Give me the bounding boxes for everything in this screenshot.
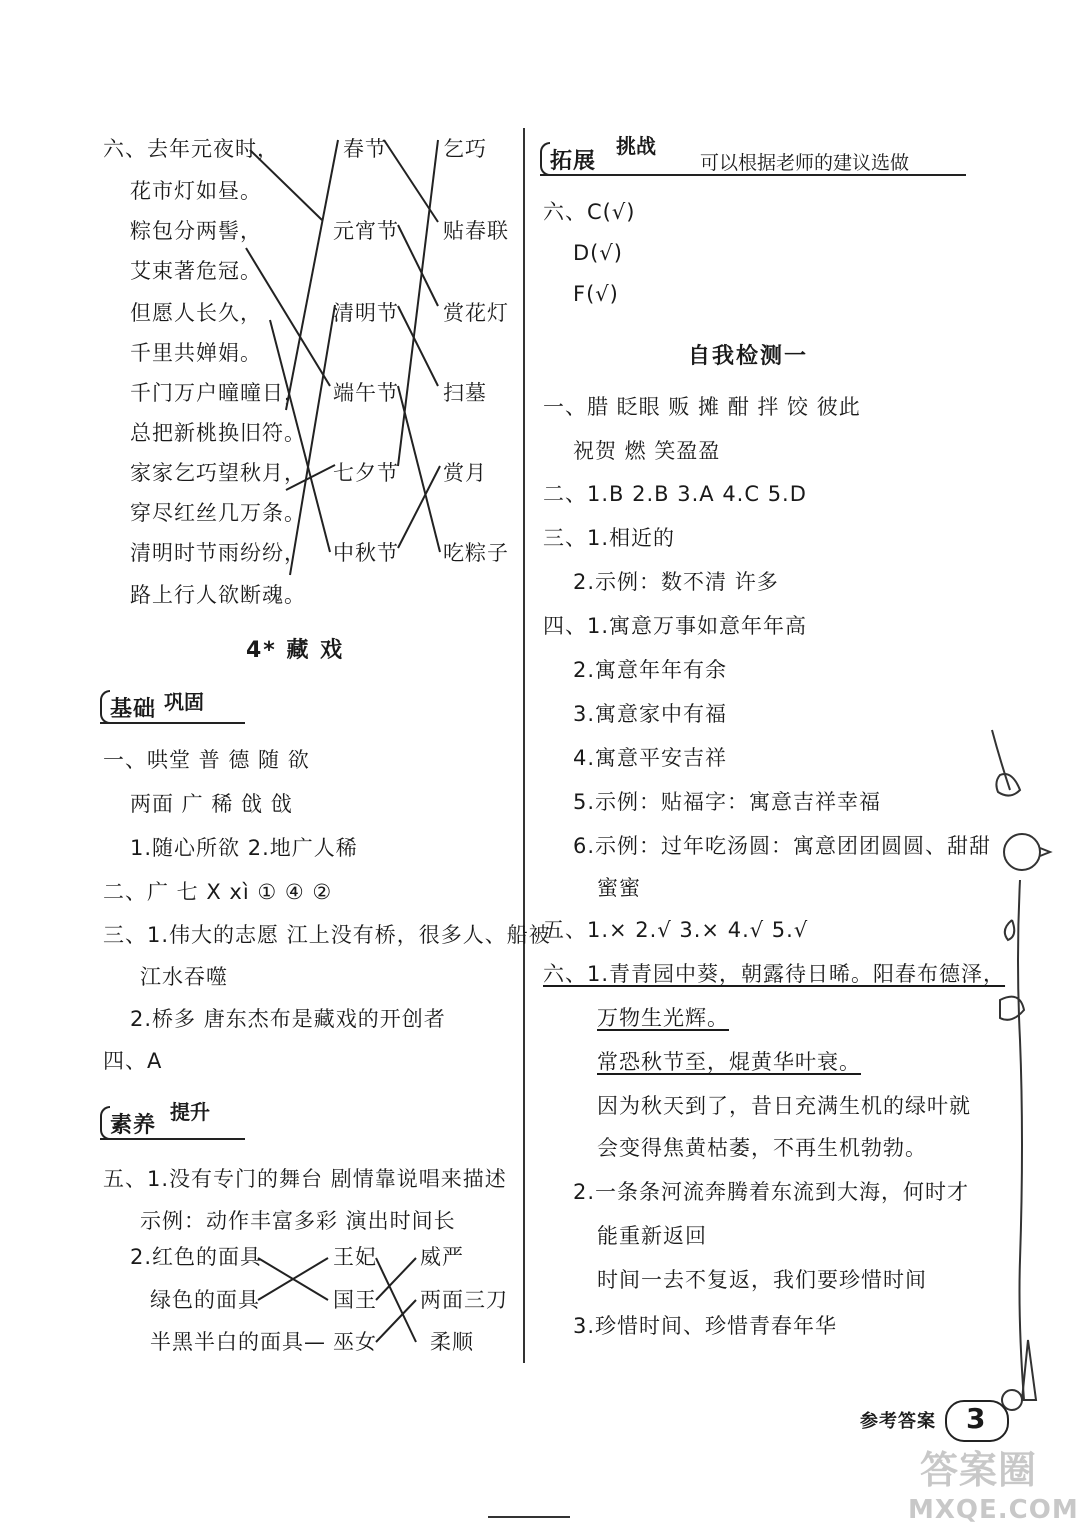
answer-line: 蜜蜜 <box>597 876 641 900</box>
trait-item: 柔顺 <box>430 1330 474 1354</box>
answer-line: 一、哄堂 普 德 随 欲 <box>103 748 310 772</box>
answer-line: 2.一条条河流奔腾着东流到大海，何时才 <box>573 1180 970 1204</box>
answer-line: 时间一去不复返，我们要珍惜时间 <box>597 1268 927 1292</box>
poem-answer-line: 六、1.青青园中葵，朝露待日晞。阳春布德泽， <box>543 962 1006 986</box>
poem-line: 千门万户曈曈日， <box>130 381 306 405</box>
badge-sublabel: 提升 <box>170 1100 210 1124</box>
answer-line: 1.随心所欲 2.地广人稀 <box>130 836 358 860</box>
answer-line: 3.寓意家中有福 <box>573 702 728 726</box>
bird-icon <box>1004 834 1040 870</box>
badge-sublabel: 挑战 <box>616 134 656 158</box>
poem-line: 千里共婵娟。 <box>130 341 262 365</box>
poem-line: 艾束著危冠。 <box>130 259 262 283</box>
answer-line: 能重新返回 <box>597 1224 707 1248</box>
role-item: 巫女 <box>333 1330 377 1354</box>
badge-label: 素养 <box>110 1113 157 1138</box>
poem-answer-line: 常恐秋节至，焜黄华叶衰。 <box>597 1050 861 1074</box>
festival: 中秋节 <box>333 541 399 565</box>
festival: 七夕节 <box>333 461 399 485</box>
page-number: 3 <box>966 1402 987 1435</box>
answer-line: D(√) <box>573 241 623 265</box>
answer-line: 示例：动作丰富多彩 演出时间长 <box>140 1209 456 1233</box>
trait-item: 两面三刀 <box>420 1288 508 1312</box>
bottom-rule <box>488 1516 570 1518</box>
answer-line: 六、C(√) <box>543 200 636 224</box>
custom: 赏月 <box>443 461 487 485</box>
mask-item: 绿色的面具 <box>150 1288 260 1312</box>
festival: 端午节 <box>333 381 399 405</box>
answer-line: 一、腊 眨眼 贩 摊 酣 拌 饺 彼此 <box>543 395 861 419</box>
role-item: 王妃 <box>333 1245 377 1269</box>
badge-note: 可以根据老师的建议选做 <box>700 152 910 174</box>
leaf-icon <box>1000 997 1024 1020</box>
answer-line: 2.示例：数不清 许多 <box>573 570 779 594</box>
custom: 赏花灯 <box>443 301 509 325</box>
answer-line: 祝贺 燃 笑盈盈 <box>573 439 721 463</box>
custom: 吃粽子 <box>443 541 509 565</box>
custom: 贴春联 <box>443 219 509 243</box>
answer-line: 因为秋天到了，昔日充满生机的绿叶就 <box>597 1094 971 1118</box>
mask-item: 红色的面具 <box>152 1245 262 1269</box>
badge-sublabel: 巩固 <box>164 690 204 714</box>
answer-line: 二、广 七 X xì ① ④ ② <box>103 880 333 904</box>
answer-line: 两面 广 稀 戗 戗 <box>130 792 293 816</box>
poem-answer-line: 万物生光辉。 <box>597 1006 729 1030</box>
role-item: 国王 <box>333 1288 377 1312</box>
poem-line: 路上行人欲断魂。 <box>130 583 306 607</box>
answer-line: 五、1.× 2.√ 3.× 4.√ 5.√ <box>543 918 809 942</box>
answer-line: 三、1.伟大的志愿 江上没有桥，很多人、船被 <box>103 923 551 947</box>
badge-label: 基础 <box>110 697 157 722</box>
footer-label: 参考答案 <box>860 1411 936 1432</box>
answer-line: 6.示例：过年吃汤圆：寓意团团圆圆、甜甜 <box>573 834 992 858</box>
match-number: 2. <box>130 1245 153 1269</box>
answer-line: 三、1.相近的 <box>543 526 676 550</box>
answer-line: 5.示例：贴福字：寓意吉祥幸福 <box>573 790 882 814</box>
lesson-title: 4* 藏 戏 <box>246 638 345 663</box>
answer-line: 二、1.B 2.B 3.A 4.C 5.D <box>543 482 807 506</box>
poem-line: 但愿人长久， <box>130 301 262 325</box>
answer-line: 四、1.寓意万事如意年年高 <box>543 614 808 638</box>
watermark-url: MXQE.COM <box>908 1495 1079 1525</box>
trait-item: 威严 <box>420 1245 464 1269</box>
watermark: 答案圈 <box>920 1448 1038 1492</box>
poem-line: 穿尽红丝几万条。 <box>130 501 306 525</box>
answer-line: 会变得焦黄枯萎，不再生机勃勃。 <box>597 1136 927 1160</box>
poem-line: 花市灯如昼。 <box>130 179 262 203</box>
custom: 乞巧 <box>443 137 487 161</box>
test-title: 自我检测一 <box>688 344 809 369</box>
festival: 清明节 <box>333 301 399 325</box>
poem-line: 六、去年元夜时， <box>103 137 279 161</box>
poem-line: 总把新桃换旧符。 <box>130 421 306 445</box>
answer-line: F(√) <box>573 282 619 306</box>
poem-line: 粽包分两髻， <box>130 219 262 243</box>
badge-label: 拓展 <box>550 149 597 174</box>
festival: 元宵节 <box>333 219 399 243</box>
answer-line: 2.桥多 唐东杰布是藏戏的开创者 <box>130 1007 446 1031</box>
answer-line: 江水吞噬 <box>140 965 228 989</box>
answer-line: 2.寓意年年有余 <box>573 658 728 682</box>
custom: 扫墓 <box>443 381 487 405</box>
answer-line: 四、A <box>103 1049 163 1073</box>
answer-line: 4.寓意平安吉祥 <box>573 746 728 770</box>
mask-item: 半黑半白的面具— <box>150 1330 326 1354</box>
festival: 春节 <box>343 137 387 161</box>
answer-line: 五、1.没有专门的舞台 剧情靠说唱来描述 <box>103 1167 507 1191</box>
answer-line: 3.珍惜时间、珍惜青春年华 <box>573 1314 838 1338</box>
poem-line: 清明时节雨纷纷， <box>130 541 306 565</box>
poem-line: 家家乞巧望秋月， <box>130 461 306 485</box>
